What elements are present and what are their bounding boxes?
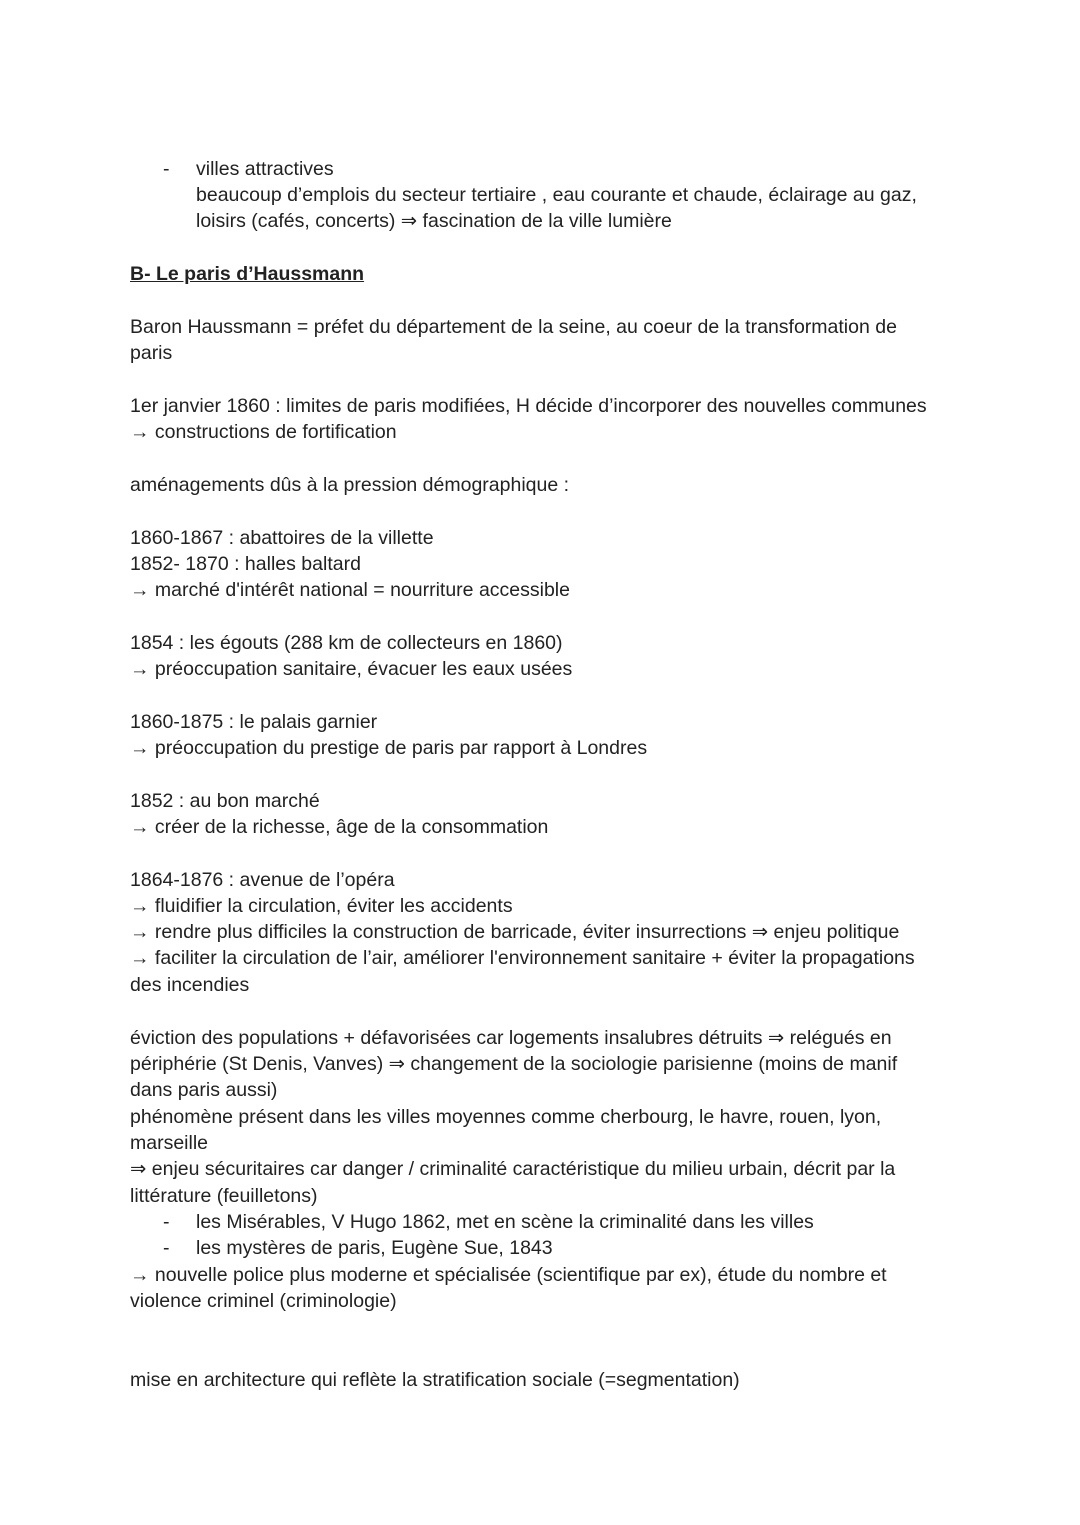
paragraph-line: → constructions de fortification: [130, 421, 397, 443]
bullet-text-line: beaucoup d’emplois du secteur tertiaire , eau courante et chaude, éclairage au gaz,: [196, 184, 917, 206]
paragraph-line: des incendies: [130, 974, 250, 996]
paragraph-line: → fluidifier la circulation, éviter les accidents: [130, 895, 513, 917]
paragraph-line: dans paris aussi): [130, 1079, 278, 1101]
paragraph-line: 1860-1875 : le palais garnier: [130, 711, 378, 733]
bullet-dash: -: [163, 158, 170, 180]
paragraph-line: 1852- 1870 : halles baltard: [130, 553, 361, 575]
paragraph-line: phénomène présent dans les villes moyennes comme cherbourg, le havre, rouen, lyon,: [130, 1106, 882, 1128]
paragraph-line: 1852 : au bon marché: [130, 790, 320, 812]
list-item: les mystères de paris, Eugène Sue, 1843: [196, 1237, 553, 1259]
paragraph-line: → préoccupation du prestige de paris par rapport à Londres: [130, 737, 648, 759]
paragraph-line: paris: [130, 342, 173, 364]
paragraph-line: 1er janvier 1860 : limites de paris modifiées, H décide d’incorporer des nouvelles communes: [130, 395, 927, 417]
list-item: les Misérables, V Hugo 1862, met en scène la criminalité dans les villes: [196, 1211, 814, 1233]
paragraph-line: ⇒ enjeu sécuritaires car danger / criminalité caractéristique du milieu urbain, décrit par la: [130, 1158, 896, 1180]
paragraph-line: violence criminel (criminologie): [130, 1290, 397, 1312]
paragraph-line: → nouvelle police plus moderne et spécialisée (scientifique par ex), étude du nombre et: [130, 1264, 887, 1286]
paragraph-line: 1864-1876 : avenue de l’opéra: [130, 869, 395, 891]
paragraph-line: littérature (feuilletons): [130, 1185, 318, 1207]
paragraph-line: → marché d'intérêt national = nourriture accessible: [130, 579, 570, 601]
paragraph-line: aménagements dûs à la pression démographique :: [130, 474, 570, 496]
paragraph-line: éviction des populations + défavorisées car logements insalubres détruits ⇒ relégués en: [130, 1027, 892, 1049]
paragraph-line: → créer de la richesse, âge de la consommation: [130, 816, 549, 838]
paragraph-line: 1860-1867 : abattoires de la villette: [130, 527, 434, 549]
paragraph-line: → rendre plus difficiles la construction de barricade, éviter insurrections ⇒ enjeu politique: [130, 921, 900, 943]
paragraph-line: → faciliter la circulation de l’air, améliorer l'environnement sanitaire + éviter la propagations: [130, 947, 915, 969]
paragraph-line: marseille: [130, 1132, 209, 1154]
bullet-dash: -: [163, 1211, 170, 1233]
paragraph-line: → préoccupation sanitaire, évacuer les eaux usées: [130, 658, 573, 680]
section-heading: B- Le paris d’Haussmann: [130, 263, 365, 285]
bullet-title: villes attractives: [196, 158, 334, 180]
bullet-text-line: loisirs (cafés, concerts) ⇒ fascination de la ville lumière: [196, 210, 672, 232]
paragraph-line: mise en architecture qui reflète la stratification sociale (=segmentation): [130, 1369, 740, 1391]
bullet-dash: -: [163, 1237, 170, 1259]
paragraph-line: Baron Haussmann = préfet du département de la seine, au coeur de la transformation de: [130, 316, 897, 338]
paragraph-line: 1854 : les égouts (288 km de collecteurs en 1860): [130, 632, 563, 654]
paragraph-line: périphérie (St Denis, Vanves) ⇒ changement de la sociologie parisienne (moins de manif: [130, 1053, 898, 1075]
